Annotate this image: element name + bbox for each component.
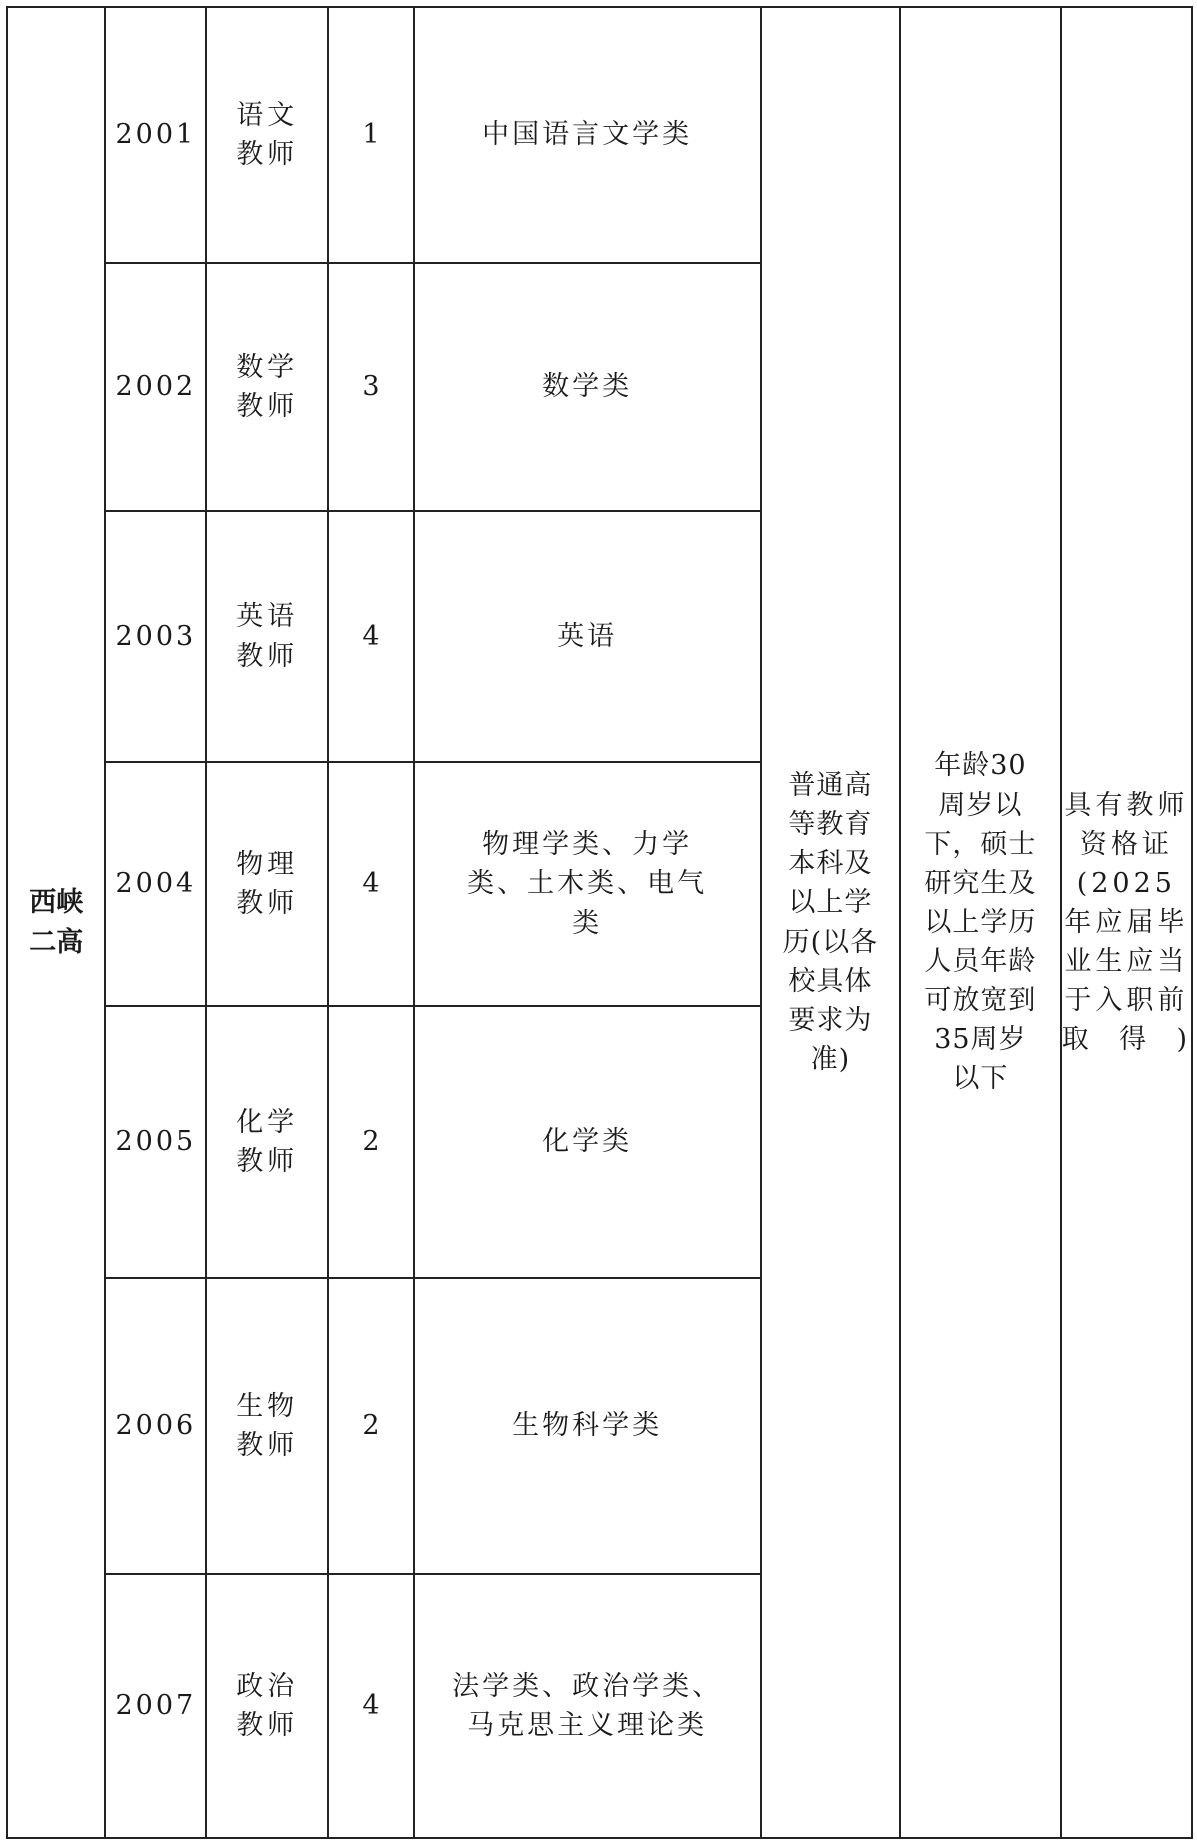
hire-count-cell bbox=[328, 1006, 414, 1278]
hire-count: 2 bbox=[362, 1126, 380, 1158]
post-name-cell bbox=[206, 1278, 328, 1574]
major-cell bbox=[414, 511, 761, 762]
major-text: 生物科学类 bbox=[512, 1410, 663, 1442]
post-name: 语文教师 bbox=[236, 99, 299, 170]
major-cell bbox=[414, 762, 761, 1006]
hire-count: 4 bbox=[362, 1690, 380, 1722]
recruitment-table bbox=[6, 6, 1193, 1839]
hire-count-cell bbox=[328, 1278, 414, 1574]
major-text: 法学类、政治学类、马克思主义理论类 bbox=[452, 1670, 723, 1741]
hire-count: 3 bbox=[362, 371, 380, 403]
certificate-requirement-cell bbox=[1061, 7, 1192, 1838]
hire-count-cell bbox=[328, 1574, 414, 1838]
school-name-cell bbox=[7, 7, 105, 1838]
post-name-cell bbox=[206, 263, 328, 511]
major-cell bbox=[414, 7, 761, 263]
post-code: 2002 bbox=[115, 371, 197, 403]
major-cell bbox=[414, 1278, 761, 1574]
hire-count: 4 bbox=[362, 620, 380, 652]
post-name-cell bbox=[206, 7, 328, 263]
hire-count-cell bbox=[328, 511, 414, 762]
post-name: 化学教师 bbox=[236, 1106, 299, 1177]
hire-count: 1 bbox=[362, 119, 380, 151]
post-code-cell bbox=[105, 7, 206, 263]
age-requirement-cell bbox=[900, 7, 1061, 1838]
post-code: 2005 bbox=[115, 1126, 197, 1158]
post-code-cell bbox=[105, 1574, 206, 1838]
post-name-cell bbox=[206, 1006, 328, 1278]
post-code-cell bbox=[105, 1006, 206, 1278]
post-code: 2001 bbox=[115, 119, 197, 151]
post-code: 2006 bbox=[115, 1410, 197, 1442]
post-name: 英语教师 bbox=[236, 601, 299, 672]
hire-count: 2 bbox=[362, 1410, 380, 1442]
certificate-requirement: 具有教师资格证(2025年应届毕业生应当于入职前取得) bbox=[1061, 789, 1191, 1056]
post-code-cell bbox=[105, 263, 206, 511]
major-text: 数学类 bbox=[542, 371, 633, 403]
post-code: 2007 bbox=[115, 1690, 197, 1722]
post-name-cell bbox=[206, 762, 328, 1006]
school-name: 西峡二高 bbox=[29, 887, 84, 958]
post-code: 2004 bbox=[115, 868, 197, 900]
post-code: 2003 bbox=[115, 620, 197, 652]
major-text: 化学类 bbox=[542, 1126, 633, 1158]
hire-count: 4 bbox=[362, 868, 380, 900]
major-cell bbox=[414, 1574, 761, 1838]
major-text: 中国语言文学类 bbox=[482, 119, 693, 151]
post-code-cell bbox=[105, 762, 206, 1006]
post-name-cell bbox=[206, 1574, 328, 1838]
table-row bbox=[7, 7, 1192, 263]
post-name: 政治教师 bbox=[236, 1670, 299, 1741]
education-requirement-cell bbox=[761, 7, 900, 1838]
post-name: 物理教师 bbox=[236, 848, 299, 919]
post-code-cell bbox=[105, 1278, 206, 1574]
hire-count-cell bbox=[328, 7, 414, 263]
hire-count-cell bbox=[328, 762, 414, 1006]
post-name-cell bbox=[206, 511, 328, 762]
major-cell bbox=[414, 263, 761, 511]
post-code-cell bbox=[105, 511, 206, 762]
hire-count-cell bbox=[328, 263, 414, 511]
major-text: 英语 bbox=[557, 620, 618, 652]
age-requirement: 年龄30周岁以下，硕士研究生及以上学历人员年龄可放宽到35周岁以下 bbox=[924, 750, 1037, 1095]
post-name: 数学教师 bbox=[236, 351, 299, 422]
major-cell bbox=[414, 1006, 761, 1278]
major-text: 物理学类、力学类、土木类、电气类 bbox=[467, 829, 708, 939]
education-requirement: 普通高等教育本科及以上学历(以各校具体要求为准) bbox=[782, 769, 879, 1075]
post-name: 生物教师 bbox=[236, 1390, 299, 1461]
